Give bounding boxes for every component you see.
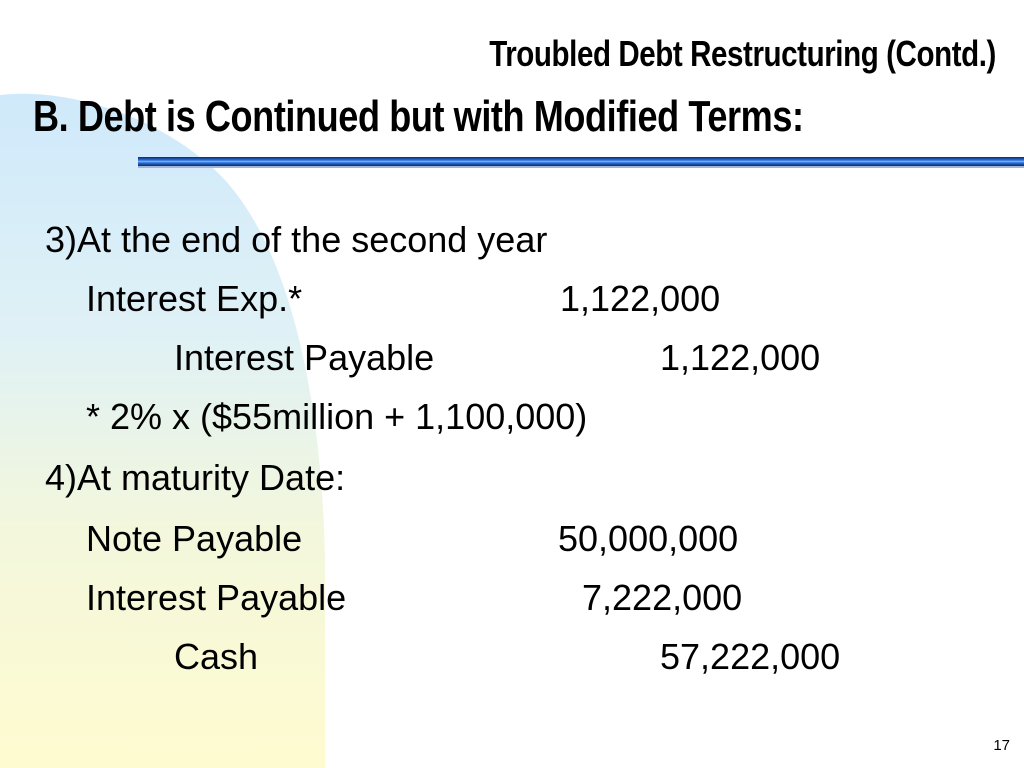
item3-entry2-amount: 1,122,000 [660, 337, 821, 378]
item4-entry2-amount: 7,222,000 [582, 577, 743, 618]
item4-entry1-account: Note Payable [86, 518, 303, 559]
slide-title: Troubled Debt Restructuring (Contd.) [489, 33, 996, 74]
slide-subtitle: B. Debt is Continued but with Modified Terms: [33, 92, 804, 141]
item4-entry1-amount: 50,000,000 [558, 518, 739, 559]
item4-entry3-amount: 57,222,000 [660, 636, 841, 677]
item3-note: * 2% x ($55million + 1,100,000) [86, 396, 588, 437]
item4-entry2-account: Interest Payable [86, 577, 347, 618]
item4-entry3-account: Cash [174, 636, 259, 677]
item4-heading: 4)At maturity Date: [45, 457, 346, 498]
item3-entry1-amount: 1,122,000 [560, 278, 721, 319]
page-number: 17 [993, 737, 1010, 754]
item3-entry2-account: Interest Payable [174, 337, 435, 378]
item3-entry1-account: Interest Exp.* [86, 278, 303, 319]
item3-heading: 3)At the end of the second year [45, 219, 548, 260]
